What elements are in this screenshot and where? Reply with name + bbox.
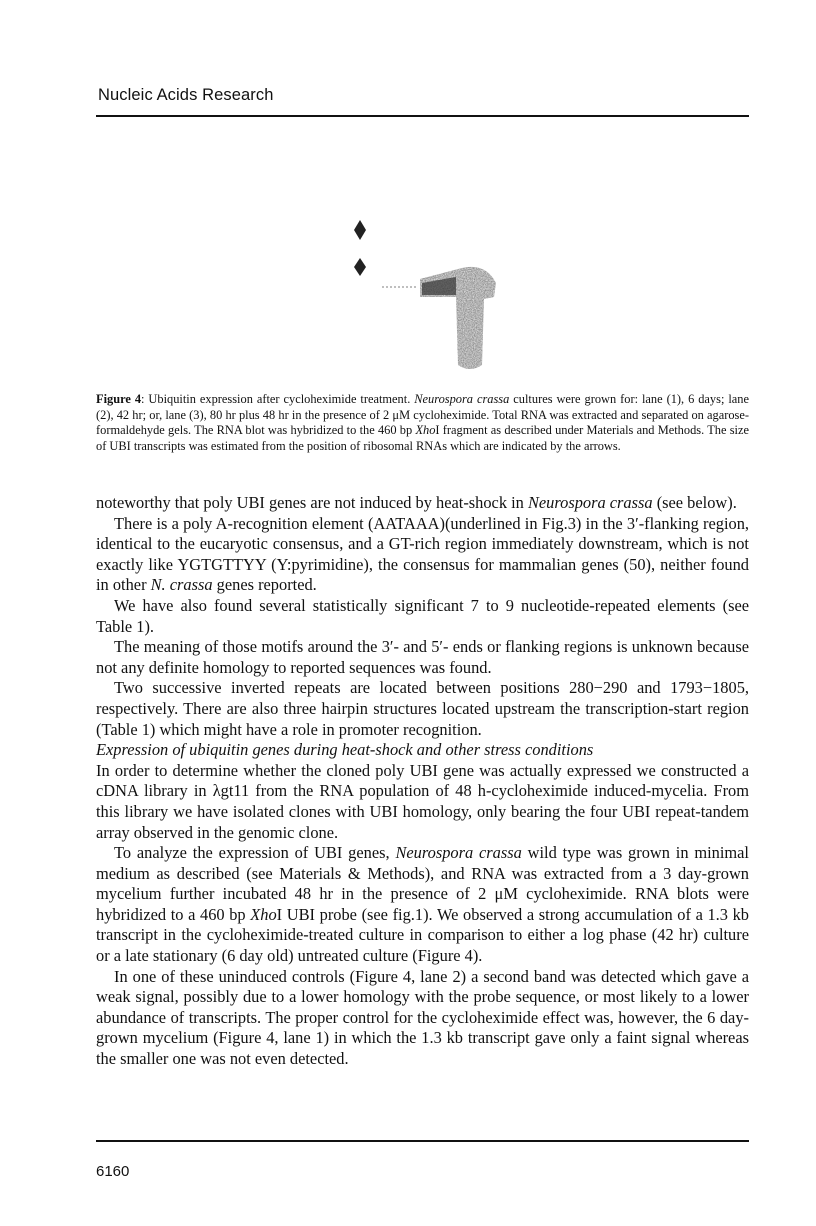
caption-part: Xho: [415, 423, 436, 437]
page-number: 6160: [96, 1163, 130, 1180]
paragraph: [96, 761, 749, 843]
text-run: genes reported.: [212, 575, 317, 595]
text-run: Neurospora crassa: [395, 843, 522, 863]
text-run: Xho: [250, 904, 277, 924]
caption-part: Figure 4: [96, 392, 142, 406]
header-rule: [96, 115, 749, 117]
text-run: Neurospora crassa: [527, 493, 653, 512]
caption-part: : Ubiquitin expression after cycloheximide treatment.: [141, 392, 415, 406]
paragraph: [96, 967, 749, 1070]
text-run: We have also found several statistically significant 7 to 9 nucleotide-repeated elements (see Table 1).: [96, 595, 749, 636]
ribosomal-rna-arrow-icon: [354, 220, 366, 240]
figure-caption: [96, 392, 749, 454]
ribosomal-rna-arrow-icon: [354, 258, 366, 276]
text-run: (see below).: [652, 493, 737, 512]
paragraph: [96, 596, 749, 637]
paragraph: [96, 514, 749, 596]
paragraph: [96, 678, 749, 740]
paragraph: [96, 637, 749, 678]
text-run: In one of these uninduced controls (Figure 4, lane 2) a second band was detected which gave a weak signal, possibly due to a lower homology with the probe sequence, or most likely to a lower abundance of transcripts. The proper control for the cycloheximide effect was, however, the 6 day-grown mycelium (Figure 4, lane 1) in which the 1.3 kb transcript gave only a faint signal whereas the smaller one was not even detected.: [96, 966, 749, 1069]
paragraph: [96, 843, 749, 967]
journal-header: Nucleic Acids Research: [98, 86, 274, 104]
caption-part: cultures were grown for: lane (1), 6 days; lane (2), 42 hr; or, lane (3), 80 hr plus 48 hr in the presence of 2 μM cycloheximide. Total RNA was extracted and separated on agarose-formaldehyde gels. The RNA blot was hybridized to the 460 bp: [96, 392, 749, 437]
caption-part: I fragment as described under Materials and Methods. The size of UBI transcripts was estimated from the position of ribosomal RNAs which are indicated by the arrows.: [96, 423, 749, 453]
section-heading: [96, 740, 749, 761]
text-run: N. crassa: [150, 575, 213, 595]
body-text: [96, 493, 749, 1070]
text-run: Two successive inverted repeats are located between positions 280−290 and 1793−1805, respectively. There are also three hairpin structures located upstream the transcription-start region (Table 1) which might have a role in promoter recognition.: [96, 678, 749, 739]
text-run: I UBI probe (see fig.1). We observed a strong accumulation of a 1.3 kb transcript in the cycloheximide-treated culture in comparison to either a log phase (42 hr) culture or a late stationary (6 day old) untreated culture (Figure 4).: [96, 904, 749, 966]
rna-blot-image: [330, 205, 530, 385]
text-run: There is a poly A-recognition element (AATAAA)(underlined in Fig.3) in the 3′-flanking region, identical to the eucaryotic consensus, and a GT-rich region immediately downstream, which is not exactly like YGTGTTYY (Y:pyrimidine), the consensus for mammalian genes (50), neither found in other: [96, 513, 749, 595]
caption-part: Neurospora crassa: [414, 392, 510, 406]
text-run: To analyze the expression of UBI genes,: [114, 843, 396, 863]
text-run: Expression of ubiquitin genes during heat-shock and other stress conditions: [96, 740, 594, 760]
footer-rule: [96, 1140, 749, 1142]
paragraph: [96, 493, 749, 514]
text-run: wild type was grown in minimal medium as described (see Materials & Methods), and RNA was extracted from a 3 day-grown mycelium further incubated 48 hr in the presence of 2 μM cycloheximide. RNA blots were hybridized to a 460 bp: [96, 843, 749, 924]
text-run: noteworthy that poly UBI genes are not induced by heat-shock in: [96, 493, 528, 512]
text-run: The meaning of those motifs around the 3′- and 5′- ends or flanking regions is unknown because not any definite homology to reported sequences was found.: [96, 637, 749, 677]
text-run: In order to determine whether the cloned poly UBI gene was actually expressed we constructed a cDNA library in λgt11 from the RNA population of 48 h-cycloheximide induced-mycelia. From this library we have isolated clones with UBI homology, only bearing the four UBI repeat-tandem array observed in the genomic clone.: [96, 760, 749, 842]
